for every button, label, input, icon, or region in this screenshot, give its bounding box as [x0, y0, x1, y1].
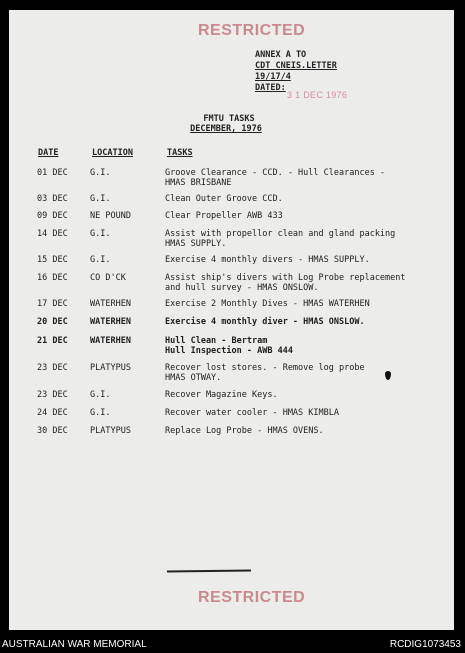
row-location: G.I. — [90, 255, 111, 265]
row-location: CO D'CK — [90, 273, 126, 283]
row-location: G.I. — [90, 168, 111, 178]
row-task: Recover water cooler - HMAS KIMBLA — [165, 408, 339, 418]
row-date: 01 DEC — [37, 168, 68, 178]
document-title — [189, 114, 269, 134]
row-date: 15 DEC — [37, 255, 68, 265]
signature-line — [167, 570, 251, 577]
row-location: WATERHEN — [90, 317, 131, 327]
row-date: 30 DEC — [37, 426, 68, 436]
row-location: PLATYPUS — [90, 426, 131, 436]
row-location: WATERHEN — [90, 336, 131, 346]
footer-institution: AUSTRALIAN WAR MEMORIAL — [2, 639, 147, 650]
row-task: Recover Magazine Keys. — [165, 390, 278, 400]
row-location: G.I. — [90, 194, 111, 204]
annex-line-1: ANNEX A TO — [255, 50, 307, 60]
row-location: G.I. — [90, 229, 111, 239]
row-task: Hull Clean - Bertram Hull Inspection - AWB 444 — [165, 336, 293, 356]
document-page — [9, 10, 454, 630]
annex-line-3: 19/17/4 — [255, 72, 291, 82]
row-task: Clean Outer Groove CCD. — [165, 194, 283, 204]
row-date: 16 DEC — [37, 273, 68, 283]
received-date-stamp: 3 1 DEC 1976 — [287, 90, 348, 100]
row-location: G.I. — [90, 408, 111, 418]
archive-footer — [0, 637, 465, 653]
row-location: WATERHEN — [90, 299, 131, 309]
row-task: Assist with propellor clean and gland packing HMAS SUPPLY. — [165, 229, 396, 249]
row-date: 23 DEC — [37, 390, 68, 400]
row-task: Exercise 4 monthly diver - HMAS ONSLOW. — [165, 317, 365, 327]
footer-record-id: RCDIG1073453 — [389, 639, 461, 650]
restricted-stamp-top: RESTRICTED — [198, 22, 306, 39]
title-line-2: DECEMBER, 1976 — [190, 124, 262, 134]
row-date: 17 DEC — [37, 299, 68, 309]
row-date: 23 DEC — [37, 363, 68, 373]
header-location: LOCATION — [92, 148, 133, 158]
header-tasks: TASKS — [167, 148, 193, 158]
ink-blot — [385, 371, 391, 380]
row-task: Assist ship's divers with Log Probe replacement and hull survey - HMAS ONSLOW. — [165, 273, 406, 293]
row-date: 09 DEC — [37, 211, 68, 221]
header-date: DATE — [38, 148, 59, 158]
row-task: Exercise 2 Monthly Dives - HMAS WATERHEN — [165, 299, 370, 309]
row-date: 03 DEC — [37, 194, 68, 204]
annex-line-2: CDT CNEIS.LETTER — [255, 61, 337, 71]
row-location: G.I. — [90, 390, 111, 400]
row-task: Groove Clearance - CCD. - Hull Clearances - HMAS BRISBANE — [165, 168, 386, 188]
row-date: 21 DEC — [37, 336, 68, 346]
row-location: PLATYPUS — [90, 363, 131, 373]
row-location: NE POUND — [90, 211, 131, 221]
annex-line-4: DATED: — [255, 83, 286, 93]
row-date: 20 DEC — [37, 317, 68, 327]
row-date: 14 DEC — [37, 229, 68, 239]
row-task: Replace Log Probe - HMAS OVENS. — [165, 426, 324, 436]
row-task: Recover lost stores. - Remove log probe HMAS OTWAY. — [165, 363, 365, 383]
row-task: Clear Propeller AWB 433 — [165, 211, 283, 221]
restricted-stamp-bottom: RESTRICTED — [198, 589, 306, 606]
row-date: 24 DEC — [37, 408, 68, 418]
row-task: Exercise 4 monthly divers - HMAS SUPPLY. — [165, 255, 370, 265]
title-line-1: FMTU TASKS — [203, 114, 255, 124]
annex-reference — [255, 50, 337, 94]
